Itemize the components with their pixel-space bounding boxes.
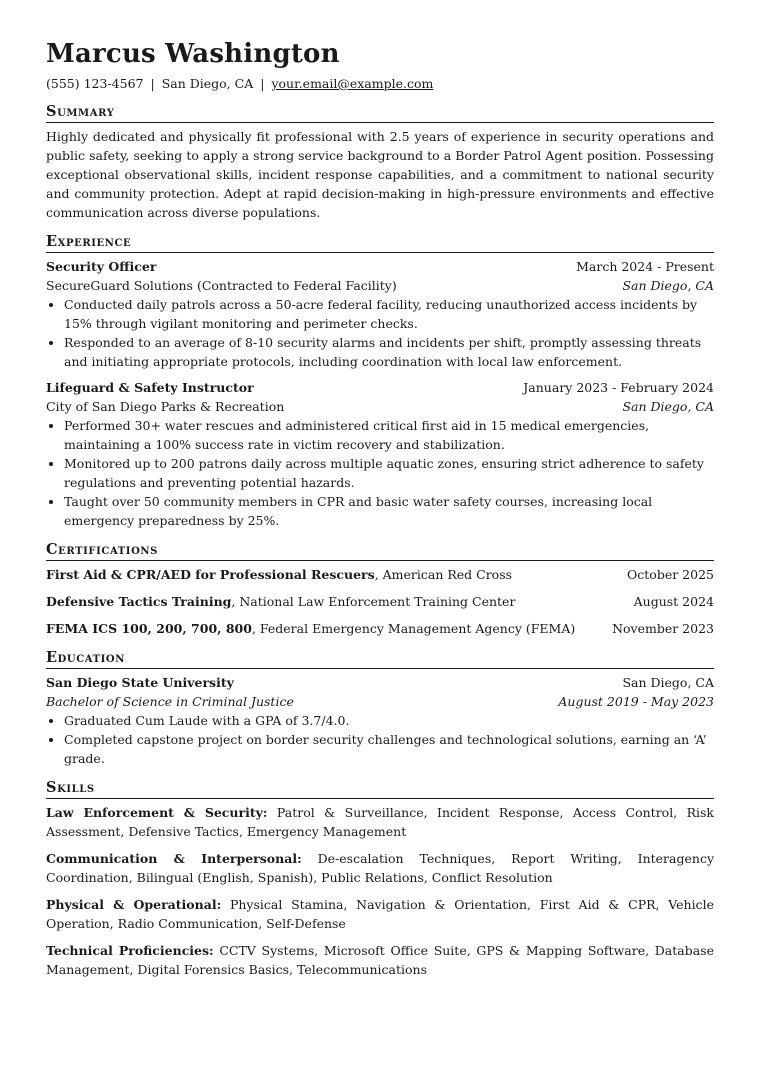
certification-name: FEMA ICS 100, 200, 700, 800 — [46, 621, 252, 636]
summary-text: Highly dedicated and physically fit professional with 2.5 years of experience in security operations and public safety, seeking to apply a strong service background to a Border Patrol Agent position. Possessing exceptional observational skills, incident response capabilities, and a commitment to national security and community protection. Adept at rapid decision-making in high-pressure environments and effective communication across diverse populations. — [46, 129, 714, 220]
skill-group — [46, 895, 714, 933]
job-location: San Diego, CA — [622, 278, 714, 293]
skill-group-text: Physical Stamina, Navigation & Orientation, First Aid & CPR, Vehicle Operation, Radio Communication, Self-Defense — [46, 897, 714, 931]
experience-section — [46, 233, 714, 530]
skill-group-text: Patrol & Surveillance, Incident Response, Access Control, Risk Assessment, Defensive Tactics, Emergency Management — [46, 805, 714, 839]
job-dates: January 2023 - February 2024 — [523, 380, 714, 395]
education-dates: August 2019 - May 2023 — [558, 694, 714, 709]
section-title-experience: Experience — [46, 233, 714, 253]
skill-group-text: De-escalation Techniques, Report Writing, Interagency Coordination, Bilingual (English, Spanish), Public Relations, Conflict Resolution — [46, 851, 715, 885]
certifications-section — [46, 541, 714, 638]
job-title: Lifeguard & Safety Instructor — [46, 380, 254, 395]
section-title-summary: Summary — [46, 103, 714, 123]
bullet-item: • Responded to an average of 8-10 security alarms and incidents per shift, promptly assessing threats and initiating appropriate protocols, including coordination with local law enforcement. — [64, 333, 714, 371]
education-entry — [46, 673, 714, 768]
section-title-certifications: Certifications — [46, 541, 714, 561]
summary-section — [46, 103, 714, 222]
skill-group — [46, 941, 714, 979]
contact-line — [46, 76, 714, 92]
job-bullets — [46, 295, 714, 371]
skills-section — [46, 779, 714, 979]
school-location: San Diego, CA — [622, 675, 714, 690]
email-link[interactable]: your.email@example.com — [271, 76, 434, 91]
job-dates: March 2024 - Present — [576, 259, 714, 274]
skill-group-label: Technical Proficiencies: — [46, 943, 214, 958]
degree-name: Bachelor of Science in Criminal Justice — [46, 694, 294, 709]
certification-item — [46, 619, 714, 638]
bullet-item: • Monitored up to 200 patrons daily across multiple aquatic zones, ensuring strict adherence to safety regulations and preventing potential hazards. — [64, 454, 714, 492]
skill-group-label: Physical & Operational: — [46, 897, 222, 912]
section-title-education: Education — [46, 649, 714, 669]
skill-group-label: Law Enforcement & Security: — [46, 805, 268, 820]
skill-group — [46, 849, 714, 887]
certification-name: First Aid & CPR/AED for Professional Rescuers — [46, 567, 375, 582]
job-organization: City of San Diego Parks & Recreation — [46, 399, 285, 414]
contact-separator: | — [150, 76, 155, 91]
location-text: San Diego, CA — [161, 76, 254, 91]
certification-issuer: , American Red Cross — [374, 567, 513, 582]
certification-issuer: , Federal Emergency Management Agency (FEMA) — [251, 621, 576, 636]
job-location: San Diego, CA — [622, 399, 714, 414]
bullet-item: • Taught over 50 community members in CPR and basic water safety courses, increasing local emergency preparedness by 25%. — [64, 492, 714, 530]
candidate-name: Marcus Washington — [46, 39, 340, 69]
skill-group-label: Communication & Interpersonal: — [46, 851, 302, 866]
certification-date: October 2025 — [627, 567, 714, 582]
bullet-item: • Conducted daily patrols across a 50-acre federal facility, reducing unauthorized access incidents by 15% through vigilant monitoring and perimeter checks. — [64, 295, 714, 333]
certification-name: Defensive Tactics Training — [46, 594, 232, 609]
skill-group-text: CCTV Systems, Microsoft Office Suite, GPS & Mapping Software, Database Management, Digital Forensics Basics, Telecommunications — [46, 943, 714, 977]
section-title-skills: Skills — [46, 779, 714, 799]
contact-separator: | — [260, 76, 265, 91]
job-title: Security Officer — [46, 259, 157, 274]
certification-item — [46, 592, 714, 611]
job-organization: SecureGuard Solutions (Contracted to Federal Facility) — [46, 278, 397, 293]
job-entry — [46, 257, 714, 371]
certification-date: November 2023 — [612, 621, 714, 636]
phone-number: (555) 123-4567 — [46, 76, 144, 91]
school-name: San Diego State University — [46, 675, 234, 690]
education-bullets — [46, 711, 714, 768]
bullet-item: • Graduated Cum Laude with a GPA of 3.7/4.0. — [64, 711, 714, 730]
certification-issuer: , National Law Enforcement Training Center — [231, 594, 516, 609]
education-section — [46, 649, 714, 768]
bullet-item: • Performed 30+ water rescues and administered critical first aid in 15 medical emergencies, maintaining a 100% success rate in victim recovery and stabilization. — [64, 416, 714, 454]
job-bullets — [46, 416, 714, 530]
skill-group — [46, 803, 714, 841]
certification-item — [46, 565, 714, 584]
job-entry — [46, 378, 714, 530]
certification-date: August 2024 — [633, 594, 714, 609]
bullet-item: • Completed capstone project on border security challenges and technological solutions, earning an ‘A’ grade. — [64, 730, 714, 768]
resume-page — [46, 38, 714, 979]
